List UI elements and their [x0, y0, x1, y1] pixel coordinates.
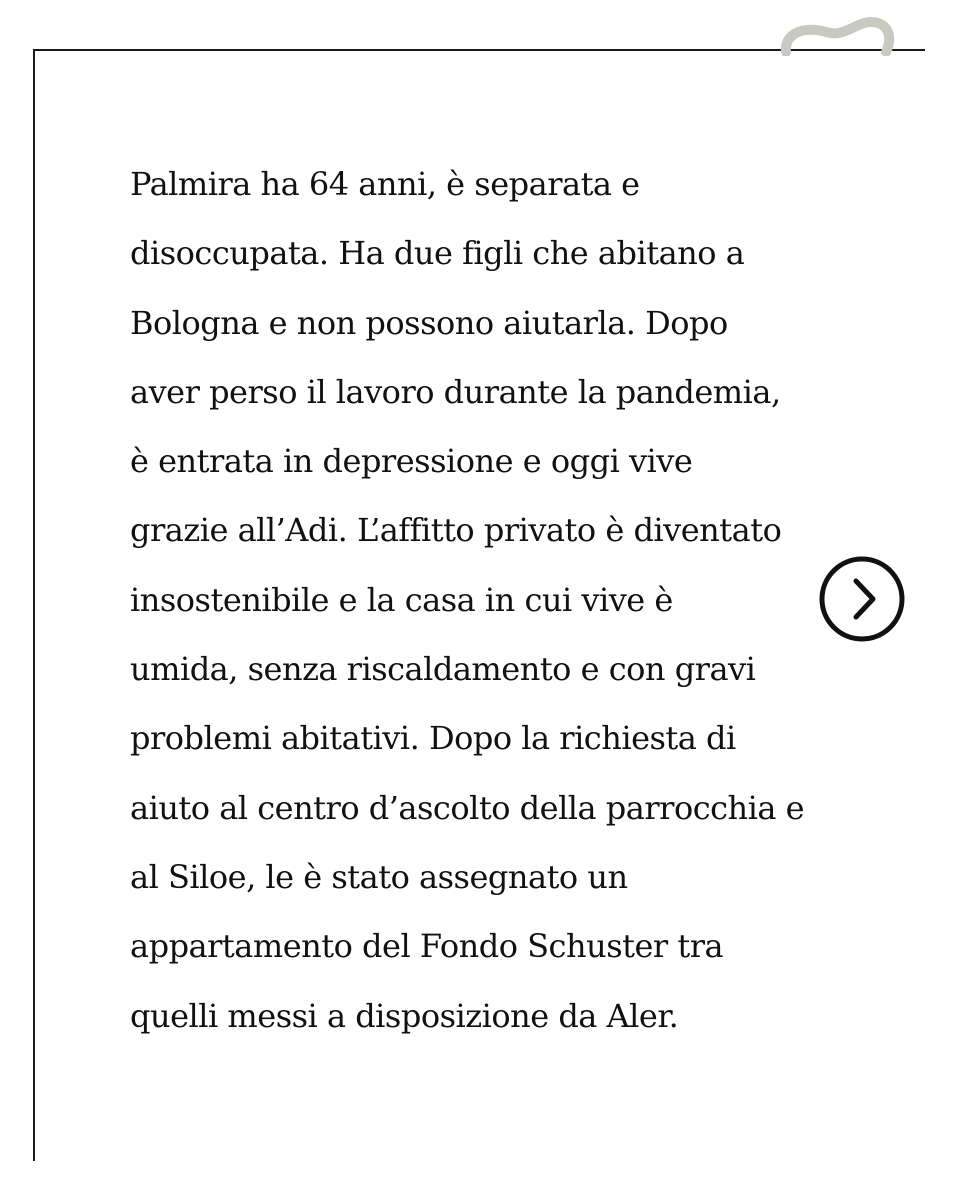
- story-line: problemi abitativi. Dopo la richiesta di: [130, 719, 736, 758]
- story-line: disoccupata. Ha due figli che abitano a: [130, 234, 745, 273]
- story-line: grazie all’Adi. L’affitto privato è diventato: [130, 511, 782, 550]
- story-line: quelli messi a disposizione da Aler.: [130, 996, 679, 1035]
- story-line: appartamento del Fondo Schuster tra: [130, 927, 724, 966]
- story-line: aiuto al centro d’ascolto della parrocchia e: [130, 788, 805, 827]
- next-slide-button[interactable]: [818, 555, 906, 643]
- story-line: Palmira ha 64 anni, è separata e: [130, 165, 640, 203]
- story-line: insostenibile e la casa in cui vive è: [130, 580, 673, 619]
- frame-left-border: [33, 49, 35, 1161]
- story-line: al Siloe, le è stato assegnato un: [130, 857, 628, 896]
- story-paragraph: [130, 150, 830, 1051]
- chevron-right-circle-icon: [818, 555, 906, 643]
- story-line: Bologna e non possono aiutarla. Dopo: [130, 303, 728, 342]
- story-line: aver perso il lavoro durante la pandemia,: [130, 372, 781, 411]
- story-line: umida, senza riscaldamento e con gravi: [130, 650, 756, 689]
- story-line: è entrata in depressione e oggi vive: [130, 442, 693, 481]
- squiggle-decoration-icon: [776, 12, 906, 56]
